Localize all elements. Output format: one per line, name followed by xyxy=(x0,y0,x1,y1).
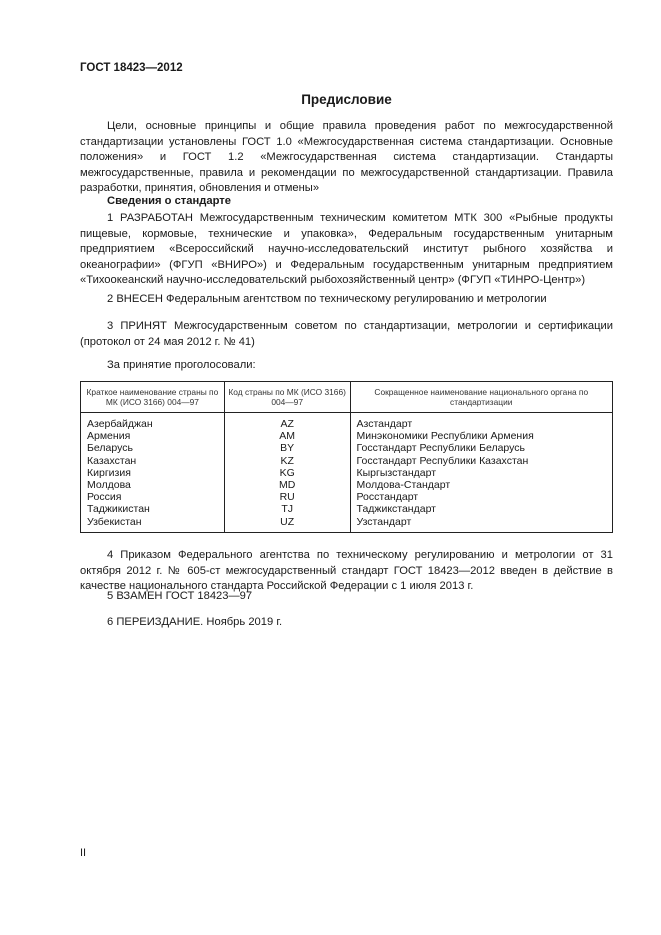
item-replaces: 5 ВЗАМЕН ГОСТ 18423—97 xyxy=(107,590,253,602)
country-cell: Армения xyxy=(81,430,225,442)
item-order: 4 Приказом Федерального агентства по техническому регулированию и метрологии от 31 октября 2012 г. № 605-ст межгосударственный стандарт ГОСТ 18423—2012 введен в действие в качестве национального стандарта Российской Федерации с 1 июля 2013 г. xyxy=(80,549,613,592)
code-cell: KG xyxy=(224,467,350,479)
table-row xyxy=(81,413,613,431)
country-cell: Таджикистан xyxy=(81,503,225,515)
country-cell: Киргизия xyxy=(81,467,225,479)
column-header-body: Сокращенное наименование национального органа по стандартизации xyxy=(350,382,612,413)
item-developed: 1 РАЗРАБОТАН Межгосударственным техническим комитетом МТК 300 «Рыбные продукты пищевые, кормовые, технические и упаковка», Федеральным государственным унитарным предприятием «Всероссийский научно-исследовательский институт рыбного хозяйства и океанографии» (ФГУП «ВНИРО») и Федеральным государственным унитарным предприятием «Тихоокеанский научно-исследовательский рыбохозяйственный центр» (ФГУП «ТИНРО-Центр») xyxy=(80,212,613,286)
item-reissue: 6 ПЕРЕИЗДАНИЕ. Ноябрь 2019 г. xyxy=(107,616,283,628)
body-cell: Таджикстандарт xyxy=(350,503,612,515)
voted-label: За принятие проголосовали: xyxy=(107,359,256,371)
country-cell: Беларусь xyxy=(81,442,225,454)
item-introduced: 2 ВНЕСЕН Федеральным агентством по техническому регулированию и метрологии xyxy=(107,293,547,305)
body-cell: Молдова-Стандарт xyxy=(350,479,612,491)
country-cell: Азербайджан xyxy=(81,413,225,431)
table-row xyxy=(81,516,613,533)
item-adopted: 3 ПРИНЯТ Межгосударственным советом по стандартизации, метрологии и сертификации (протокол от 24 мая 2012 г. № 41) xyxy=(80,320,613,348)
column-header-country: Краткое наименование страны по МК (ИСО 3166) 004—97 xyxy=(81,382,225,413)
table-row xyxy=(81,442,613,454)
body-cell: Кыргызстандарт xyxy=(350,467,612,479)
section-title: Сведения о стандарте xyxy=(107,195,231,207)
table-row xyxy=(81,491,613,503)
table-row xyxy=(81,479,613,491)
column-header-code: Код страны по МК (ИСО 3166) 004—97 xyxy=(224,382,350,413)
intro-paragraph: Цели, основные принципы и общие правила проведения работ по межгосударственной стандартизации установлены ГОСТ 1.0 «Межгосударственная система стандартизации. Основные положения» и ГОСТ 1.2 «Межгосударственная система стандартизации. Стандарты межгосударственные, правила и рекомендации по межгосударственной стандартизации. Правила разработки, принятия, обновления и отмены» xyxy=(80,120,613,194)
page-number: II xyxy=(80,847,87,859)
body-cell: Азстандарт xyxy=(350,413,612,431)
country-cell: Молдова xyxy=(81,479,225,491)
page-title: Предисловие xyxy=(301,92,392,107)
table-row xyxy=(81,455,613,467)
body-cell: Госстандарт Республики Беларусь xyxy=(350,442,612,454)
document-id-header: ГОСТ 18423—2012 xyxy=(80,62,183,74)
body-cell: Госстандарт Республики Казахстан xyxy=(350,455,612,467)
code-cell: MD xyxy=(224,479,350,491)
country-cell: Узбекистан xyxy=(81,516,225,533)
code-cell: UZ xyxy=(224,516,350,533)
table-row xyxy=(81,430,613,442)
code-cell: KZ xyxy=(224,455,350,467)
table-header-row xyxy=(81,382,613,413)
body-cell: Минэкономики Республики Армения xyxy=(350,430,612,442)
table-row xyxy=(81,467,613,479)
table-row xyxy=(81,503,613,515)
country-cell: Казахстан xyxy=(81,455,225,467)
code-cell: RU xyxy=(224,491,350,503)
voting-table xyxy=(80,381,613,533)
code-cell: AM xyxy=(224,430,350,442)
code-cell: TJ xyxy=(224,503,350,515)
body-cell: Росстандарт xyxy=(350,491,612,503)
code-cell: BY xyxy=(224,442,350,454)
code-cell: AZ xyxy=(224,413,350,431)
country-cell: Россия xyxy=(81,491,225,503)
body-cell: Узстандарт xyxy=(350,516,612,533)
